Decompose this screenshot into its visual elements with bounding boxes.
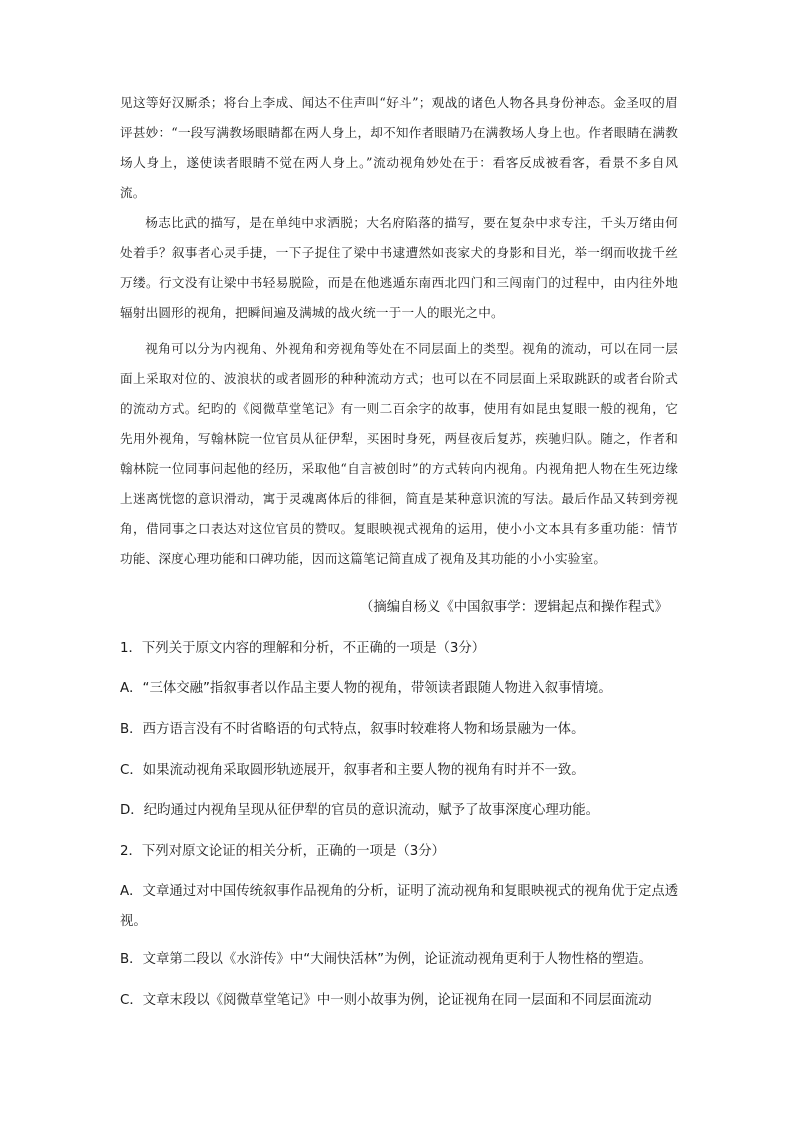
source-citation: （摘编自杨义《中国叙事学：逻辑起点和操作程式》: [360, 600, 668, 615]
question-2-stem: 2．下列对原文论证的相关分析，正确的一项是（3分）: [120, 844, 446, 859]
question-1-option-c: C．如果流动视角采取圆形轨迹展开，叙事者和主要人物的视角有时并不一致。: [120, 763, 585, 778]
question-2-option-b: B．文章第二段以《水浒传》中“大闹快活林”为例，论证流动视角更利于人物性格的塑造。: [120, 952, 652, 967]
question-1-option-a: A．“三体交融”指叙事者以作品主要人物的视角，带领读者跟随人物进入叙事情境。: [120, 681, 612, 696]
question-1-stem: 1．下列关于原文内容的理解和分析，不正确的一项是（3分）: [120, 641, 486, 656]
passage-paragraph-1: 见这等好汉厮杀；将台上李成、闻达不住声叫“好斗”；观战的诸色人物各具身份神态。金圣叹的眉评甚妙：“一段写满教场眼睛都在两人身上，却不知作者眼睛乃在满教场人身上也。作者眼睛在满教场人身上，遂使读者眼睛不觉在两人身上。”流动视角妙处在于：看客反成被看客，看景不多自风流。: [120, 95, 678, 200]
question-2-option-c: C．文章末段以《阅微草堂笔记》中一则小故事为例，论证视角在同一层面和不同层面流动: [120, 993, 652, 1008]
question-2-option-a: A．文章通过对中国传统叙事作品视角的分析，证明了流动视角和复眼映视式的视角优于定点透视。: [120, 884, 679, 929]
question-1-option-b: B．西方语言没有不时省略语的句式特点，叙事时较难将人物和场景融为一体。: [120, 722, 585, 737]
passage-paragraph-3: 视角可以分为内视角、外视角和旁视角等处在不同层面上的类型。视角的流动，可以在同一层面上采取对位的、波浪状的或者圆形的种种流动方式；也可以在不同层面上采取跳跃的或者台阶式的流动方式。纪昀的《阅微草堂笔记》有一则二百余字的故事，使用有如昆虫复眼一般的视角，它先用外视角，写翰林院一位官员从征伊犁，买困时身死，两昼夜后复苏，疾驰归队。随之，作者和翰林院一位同事问起他的经历，采取他“自言被创时”的方式转向内视角。内视角把人物在生死边缘上迷离恍惚的意识滑动，寓于灵魂离体后的徘徊，简直是某种意识流的写法。最后作品又转到旁视角，借同事之口表达对这位官员的赞叹。复眼映视式视角的运用，使小小文本具有多重功能：情节功能、深度心理功能和口碑功能，因而这篇笔记简直成了视角及其功能的小小实验室。: [120, 341, 678, 566]
question-1-option-d: D．纪昀通过内视角呈现从征伊犁的官员的意识流动，赋予了故事深度心理功能。: [120, 803, 599, 818]
passage-paragraph-2: 杨志比武的描写，是在单纯中求洒脱；大名府陷落的描写，要在复杂中求专注，千头万绪由何处着手？叙事者心灵手捷，一下子捉住了梁中书逮遭然如丧家犬的身影和目光，举一纲而收拢千丝万缕。行文没有让梁中书轻易脱险，而是在他逃遁东南西北四门和三闯南门的过程中，由内往外地辐射出圆形的视角，把瞬间遍及满城的战火统一于一人的眼光之中。: [120, 215, 678, 320]
